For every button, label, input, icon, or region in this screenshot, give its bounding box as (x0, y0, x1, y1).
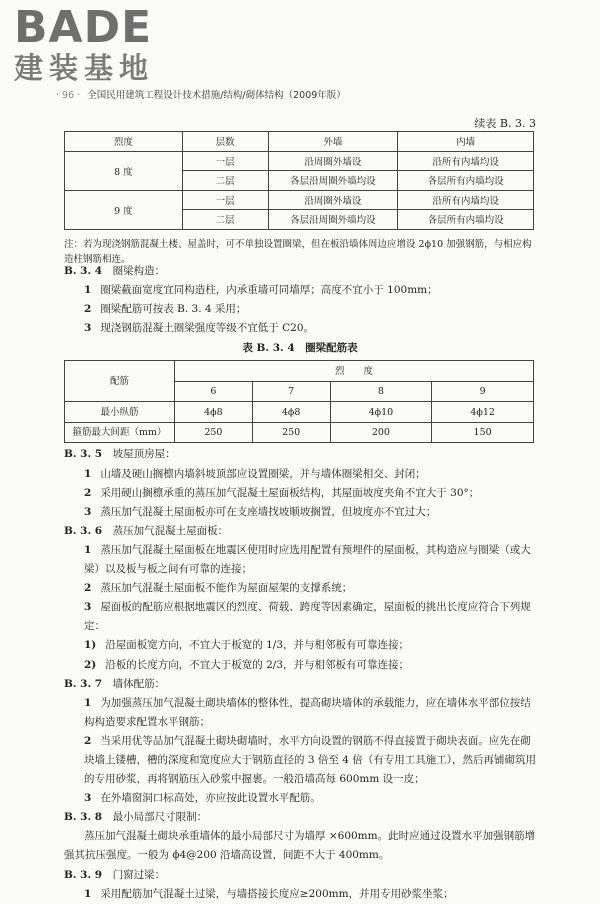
header-cell: 配筋 (65, 361, 175, 402)
table-cell: 沿所有内墙均设 (398, 151, 534, 171)
degree-cell: 9 度 (65, 190, 183, 229)
header-cell: 8 (330, 381, 432, 402)
table-cell: 4ϕ8 (175, 402, 253, 423)
item-number: 2 (84, 303, 92, 316)
item-text: 为加强蒸压加气混凝土砌块墙体的整体性，提高砌块墙体的承载能力，应在墙体水平部位按结构构造要求配置水平钢筋； (84, 696, 531, 728)
table-cell: 各层沿周圈外墙均设 (268, 171, 398, 191)
list-item (64, 300, 536, 319)
section-number: B. 3. 9 (64, 868, 103, 881)
section-title: 蒸压加气混凝土屋面板： (112, 524, 229, 537)
table-cell: 250 (175, 422, 253, 443)
sub-list-item (64, 656, 536, 675)
list-item (64, 789, 536, 808)
list-item (64, 598, 536, 636)
header-cell: 内墙 (398, 132, 534, 152)
item-text: 现浇钢筋混凝土圈梁强度等级不宜低于 C20。 (100, 322, 315, 335)
list-item (64, 541, 536, 579)
header-cell: 7 (252, 381, 330, 402)
item-number: 2 (84, 582, 92, 595)
item-number: 3 (84, 792, 92, 805)
list-item (64, 484, 536, 503)
item-number: 3 (84, 322, 92, 335)
header-cell: 烈度 (65, 132, 183, 152)
sub-list-item (64, 636, 536, 655)
table-cell: 一层 (182, 151, 268, 171)
book-title: 全国民用建筑工程设计技术措施/结构/砌体结构（2009年版） (87, 90, 346, 101)
table-row (65, 402, 534, 423)
list-item (64, 319, 536, 338)
table-header-row (65, 132, 534, 152)
list-item (64, 885, 536, 904)
section-heading (64, 262, 536, 281)
item-text: 采用配筋加气混凝土过梁，与墙搭接长度应≥200mm，并用专用砂浆坐浆； (100, 887, 454, 900)
list-item (64, 694, 536, 732)
item-number: 1 (84, 543, 92, 556)
table-cell: 150 (432, 422, 534, 443)
logo-subtitle: 建装基地 (14, 51, 155, 85)
item-text: 沿板的长度方向，不宜大于板宽的 2/3，并与相邻板有可靠连接； (105, 658, 410, 671)
item-text: 在外墙窗洞口标高处，亦应按此设置水平配筋。 (100, 792, 321, 805)
table-cell: 各层所有内墙均设 (398, 210, 534, 230)
item-number: 1 (84, 887, 92, 900)
header-cell: 6 (175, 381, 253, 402)
table-cell: 各层所有内墙均设 (398, 171, 534, 191)
row-label: 最小纵筋 (65, 402, 175, 423)
table-cell: 250 (252, 422, 330, 443)
item-number: 1 (84, 467, 92, 480)
table-b33-continued (64, 131, 534, 230)
table-header-row (65, 361, 534, 382)
item-number: 1 (84, 284, 92, 297)
header-cell: 烈 度 (175, 361, 534, 382)
logo (14, 4, 164, 84)
list-item (64, 281, 536, 300)
table-cell: 200 (330, 422, 432, 443)
section-heading (64, 866, 536, 885)
item-number: 3 (84, 505, 92, 518)
table-cell: 沿所有内墙均设 (398, 190, 534, 210)
item-text: 山墙及硬山搁檩内墙斜坡顶部应设置圈梁，并与墙体圈梁相交、封闭； (100, 467, 426, 480)
section-heading (64, 522, 536, 541)
table-cell: 二层 (182, 210, 268, 230)
item-text: 蒸压加气混凝土屋面板在地震区使用时应选用配置有预埋件的屋面板，其构造应与圈梁（或大梁）以及板与板之间有可靠的连接； (84, 543, 531, 576)
list-item (64, 732, 536, 789)
table-row (65, 190, 534, 210)
list-item (64, 465, 536, 484)
item-number: 2 (84, 486, 92, 499)
header-cell: 外墙 (268, 132, 398, 152)
item-text: 沿屋面板宽方向，不宜大于板宽的 1/3，并与相邻板有可靠连接； (105, 639, 410, 652)
table2-caption: 表 B. 3. 4 圈梁配筋表 (242, 342, 358, 355)
section-title: 坡屋顶房屋： (112, 448, 176, 461)
item-number: 2) (84, 658, 97, 671)
section-title: 墙体配筋： (112, 677, 166, 690)
table-cell: 沿周圈外墙设 (268, 190, 398, 210)
section-number: B. 3. 4 (64, 265, 103, 277)
item-text: 当采用优等品加气混凝土砌块砌墙时，水平方向设置的钢筋不得直接置于砌块表面。应先在砌块墙上镂槽，槽的深度和宽度应大于钢筋直径的 3 倍至 4 倍（有专用工具施工），然后再铺砌筑用的专用砂浆，再将钢筋压入砂浆中握裹。一般沿墙高每 600mm 设一皮； (84, 734, 536, 786)
table1-caption: 续表 B. 3. 3 (474, 117, 536, 130)
running-head (56, 87, 346, 101)
table-cell: 二层 (182, 171, 268, 191)
row-label: 箍筋最大间距（mm） (65, 422, 175, 443)
section-number: B. 3. 8 (64, 811, 103, 824)
section-number: B. 3. 7 (64, 677, 103, 690)
paragraph: 蒸压加气混凝土砌块承重墙体的最小局部尺寸为墙厚 ×600mm。此时应通过设置水平加强钢筋增强其抗压强度。一般为 ϕ4@200 沿墙高设置，间距不大于 400mm。 (64, 830, 536, 862)
section-heading (64, 445, 536, 464)
item-number: 1 (84, 696, 92, 709)
main-content (64, 262, 536, 904)
page-number: · 96 · (56, 90, 81, 101)
section-heading (64, 675, 536, 694)
list-item (64, 579, 536, 598)
item-text: 圈梁配筋可按表 B. 3. 4 采用； (100, 303, 247, 316)
item-text: 采用硬山搁檩承重的蒸压加气混凝土屋面板结构，其屋面坡度夹角不宜大于 30°； (100, 486, 480, 499)
table1-note: 注：若为现浇钢筋混凝土楼、屋盖时，可不单独设置圈梁，但在板沿墙体周边应增设 2ϕ10 加强钢筋，与相应构造柱钢筋相连。 (64, 239, 532, 265)
table-cell: 4ϕ12 (432, 402, 534, 423)
table-b34 (64, 360, 534, 443)
table-cell: 4ϕ8 (252, 402, 330, 423)
list-item (64, 503, 536, 522)
table-cell: 4ϕ10 (330, 402, 432, 423)
item-text: 屋面板的配筋应根据地震区的烈度、荷载、跨度等因素确定，屋面板的挑出长度应符合下列规定： (84, 601, 531, 633)
header-cell: 9 (432, 381, 534, 402)
table-cell: 一层 (182, 190, 268, 210)
table-row (65, 422, 534, 443)
item-text: 蒸压加气混凝土屋面板不能作为屋面屋架的支撑系统； (100, 582, 353, 595)
table-cell: 各层沿周圈外墙均设 (268, 210, 398, 230)
section-number: B. 3. 5 (64, 448, 103, 461)
section-title: 圈梁构造： (112, 265, 166, 277)
item-text: 圈梁截面宽度宜同构造柱，内承重墙可同墙厚；高度不宜小于 100mm； (100, 284, 438, 297)
degree-cell: 8 度 (65, 151, 183, 190)
item-text: 蒸压加气混凝土屋面板亦可在支座墙找坡顺坡搁置，但坡度亦不宜过大； (100, 505, 437, 518)
item-number: 2 (84, 734, 92, 747)
section-title: 门窗过梁： (112, 868, 166, 881)
logo-wordmark: BADE (14, 2, 153, 53)
item-number: 1) (84, 639, 97, 652)
table-cell: 沿周圈外墙设 (268, 151, 398, 171)
item-number: 3 (84, 601, 92, 614)
table-row (65, 151, 534, 171)
section-heading (64, 808, 536, 827)
section-title: 最小局部尺寸限制： (112, 811, 208, 824)
header-cell: 层数 (182, 132, 268, 152)
section-number: B. 3. 6 (64, 524, 103, 537)
